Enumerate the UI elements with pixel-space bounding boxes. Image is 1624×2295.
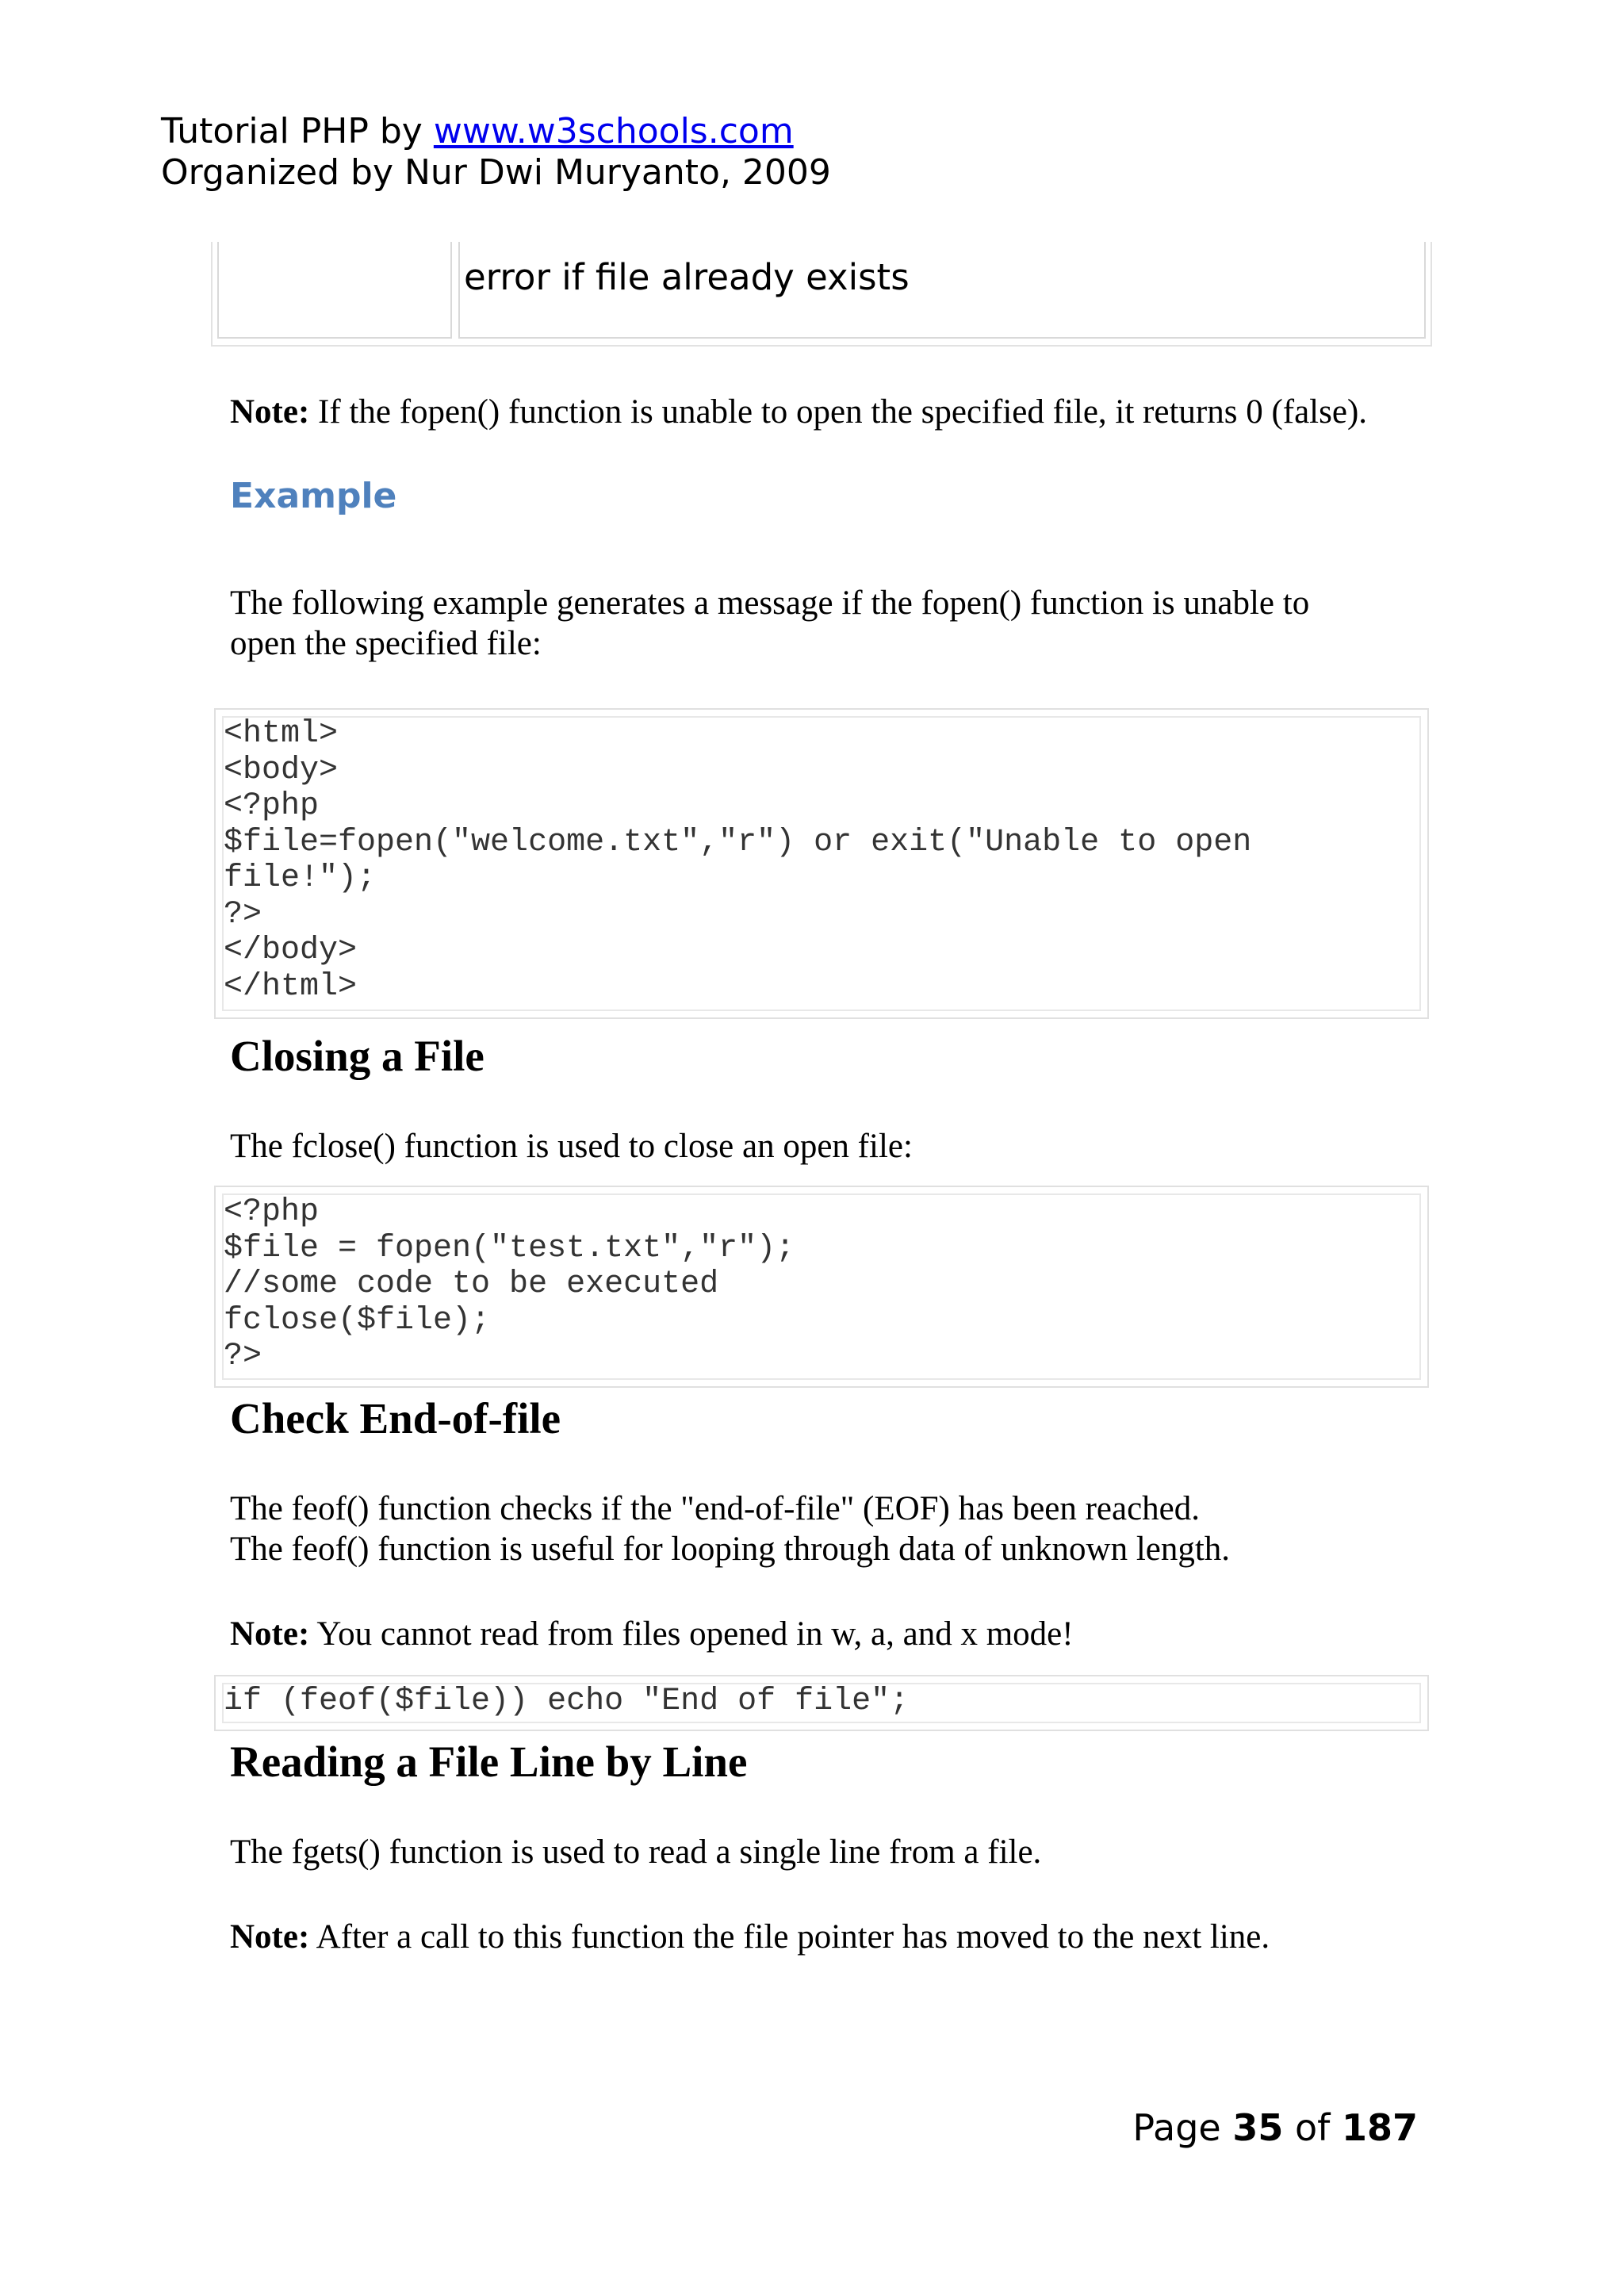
reading-text: The fgets() function is used to read a single line from a file. — [230, 1833, 1042, 1871]
note-label: Note: — [230, 1615, 310, 1653]
closing-heading: Closing a File — [230, 1032, 485, 1080]
current-page: 35 — [1232, 2106, 1284, 2149]
fopen-note — [230, 392, 1419, 432]
closing-text: The fclose() function is used to close an open file: — [230, 1128, 913, 1165]
closing-code: <?php $file = fopen("test.txt","r"); //some code to be executed fclose($file); ?> — [224, 1194, 795, 1374]
eof-note — [230, 1614, 1419, 1654]
eof-line2: The feof() function is useful for looping through data of unknown length. — [230, 1531, 1231, 1568]
example-heading: Example — [230, 476, 397, 516]
reading-note — [230, 1917, 1419, 1957]
note-text: You cannot read from files opened in w, a, and x mode! — [309, 1615, 1074, 1653]
note-label: Note: — [230, 393, 310, 431]
eof-line1: The feof() function checks if the "end-of-file" (EOF) has been reached. — [230, 1490, 1201, 1527]
page-word: Page — [1132, 2106, 1233, 2149]
reading-heading: Reading a File Line by Line — [230, 1738, 748, 1786]
header-organizer: Organized by Nur Dwi Muryanto, 2009 — [161, 152, 831, 193]
eof-heading: Check End-of-file — [230, 1394, 561, 1443]
mode-table-cell-mode — [217, 242, 452, 339]
mode-table-description: error if file already exists — [464, 256, 910, 298]
header-title — [161, 111, 794, 152]
example-intro: The following example generates a message if the fopen() function is unable to open the specified file: — [230, 584, 1310, 662]
note-text: If the fopen() function is unable to open the specified file, it returns 0 (false). — [309, 393, 1368, 431]
page-number — [1132, 2105, 1418, 2150]
of-word: of — [1283, 2106, 1342, 2149]
example-code: <html> <body> <?php $file=fopen("welcome.txt","r") or exit("Unable to open file!"); ?> </body> </html> — [224, 716, 1252, 1005]
w3schools-link[interactable]: www.w3schools.com — [433, 111, 794, 151]
note-label: Note: — [230, 1918, 310, 1956]
eof-code: if (feof($file)) echo "End of file"; — [224, 1684, 910, 1719]
note-text: After a call to this function the file pointer has moved to the next line. — [309, 1918, 1270, 1956]
total-pages: 187 — [1341, 2106, 1418, 2149]
header-prefix: Tutorial PHP by — [161, 111, 434, 151]
